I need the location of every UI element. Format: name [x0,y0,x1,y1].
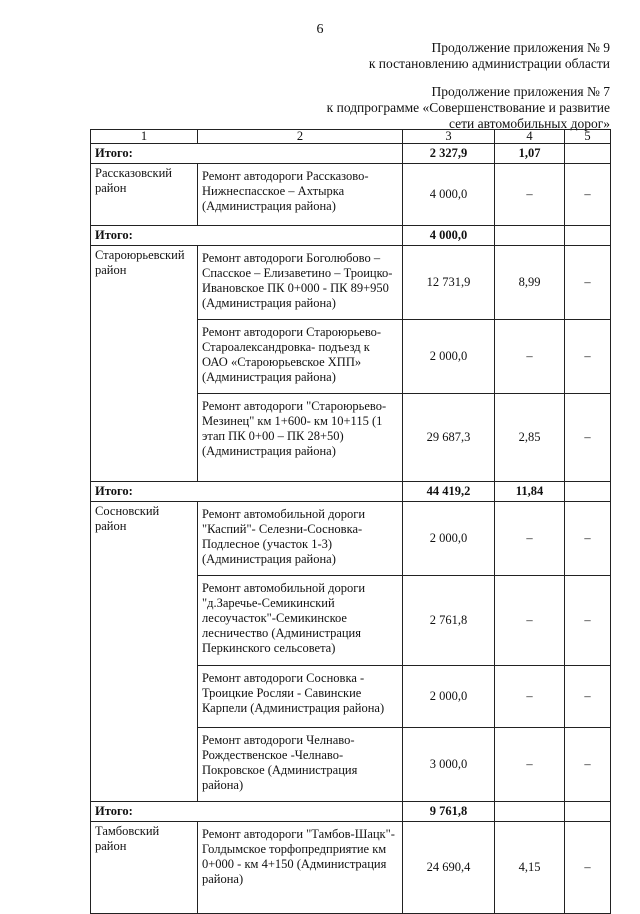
table-row [91,822,611,914]
total-value: 2 327,9 [403,144,495,164]
total-label: Итого: [91,802,403,822]
col5-value: – [565,502,611,576]
work-description: Ремонт автодороги "Староюрьево-Мезинец" км 1+600- км 10+115 (1 этап ПК 0+00 – ПК 28+50) (Администрация района) [198,394,403,482]
funding-value: 2 000,0 [403,666,495,728]
work-description: Ремонт автодороги "Тамбов-Шацк"- Голдымское торфопредприятие км 0+000 - км 4+150 (Администрация района) [198,822,403,914]
length-value: – [495,502,565,576]
length-value: – [495,666,565,728]
column-header-3: 3 [403,130,495,144]
page-number: 6 [316,22,324,37]
length-value: 4,15 [495,822,565,914]
total-col4: 1,07 [495,144,565,164]
total-value: 44 419,2 [403,482,495,502]
work-description: Ремонт автодороги Боголюбово – Спасское – Елизаветино – Троицко-Ивановское ПК 0+000 - ПК 89+950 (Администрация района) [198,246,403,320]
district-name: Тамбовский район [91,822,198,914]
work-description: Ремонт автомобильной дороги "д.Заречье-Семикинский лесоучасток"-Семикинское лесничество (Администрация Перкинского сельсовета) [198,576,403,666]
funding-value: 3 000,0 [403,728,495,802]
col5-value: – [565,320,611,394]
total-col4: 11,84 [495,482,565,502]
work-description: Ремонт автодороги Челнаво-Рождественское -Челнаво-Покровское (Администрация района) [198,728,403,802]
work-description: Ремонт автодороги Рассказово-Нижнеспасское – Ахтырка (Администрация района) [198,164,403,226]
col5-value: – [565,394,611,482]
table-row [91,502,611,576]
total-value: 4 000,0 [403,226,495,246]
funding-value: 12 731,9 [403,246,495,320]
road-repair-table [90,129,611,914]
district-name: Рассказовский район [91,164,198,226]
total-value: 9 761,8 [403,802,495,822]
appendix-header-7-line2: к подпрограмме «Совершенствование и развитие [326,100,610,115]
col5-value: – [565,164,611,226]
column-header-5: 5 [565,130,611,144]
length-value: – [495,320,565,394]
col5-value: – [565,246,611,320]
length-value: 2,85 [495,394,565,482]
total-row [91,802,611,822]
appendix-header-7 [327,84,610,132]
work-description: Ремонт автодороги Сосновка - Троицкие Росляи - Савинские Карпели (Администрация района) [198,666,403,728]
appendix-header-7-line3: сети автомобильных дорог» [449,116,610,131]
total-row [91,226,611,246]
funding-value: 29 687,3 [403,394,495,482]
col5-value: – [565,576,611,666]
funding-value: 2 000,0 [403,320,495,394]
col5-value: – [565,666,611,728]
length-value: 8,99 [495,246,565,320]
total-row [91,482,611,502]
table-header-row [91,130,611,144]
total-label: Итого: [91,226,403,246]
length-value: – [495,728,565,802]
work-description: Ремонт автомобильной дороги "Каспий"- Селезни-Сосновка-Подлесное (участок 1-3) (Администрация района) [198,502,403,576]
table-row [91,246,611,320]
appendix-header-9-line1: Продолжение приложения № 9 [431,40,610,55]
funding-value: 24 690,4 [403,822,495,914]
work-description: Ремонт автодороги Староюрьево-Староалександровка- подъезд к ОАО «Староюрьевское ХПП» (Администрация района) [198,320,403,394]
table-row [91,164,611,226]
col5-value: – [565,822,611,914]
total-row [91,144,611,164]
appendix-header-7-line1: Продолжение приложения № 7 [431,84,610,99]
column-header-2: 2 [198,130,403,144]
length-value: – [495,164,565,226]
total-label: Итого: [91,482,403,502]
appendix-header-9-line2: к постановлению администрации области [368,56,610,71]
funding-value: 2 000,0 [403,502,495,576]
funding-value: 2 761,8 [403,576,495,666]
total-label: Итого: [91,144,403,164]
length-value: – [495,576,565,666]
col5-value: – [565,728,611,802]
district-name: Староюрьевский район [91,246,198,482]
funding-value: 4 000,0 [403,164,495,226]
column-header-1: 1 [91,130,198,144]
column-header-4: 4 [495,130,565,144]
district-name: Сосновский район [91,502,198,802]
appendix-header-9 [369,40,610,72]
